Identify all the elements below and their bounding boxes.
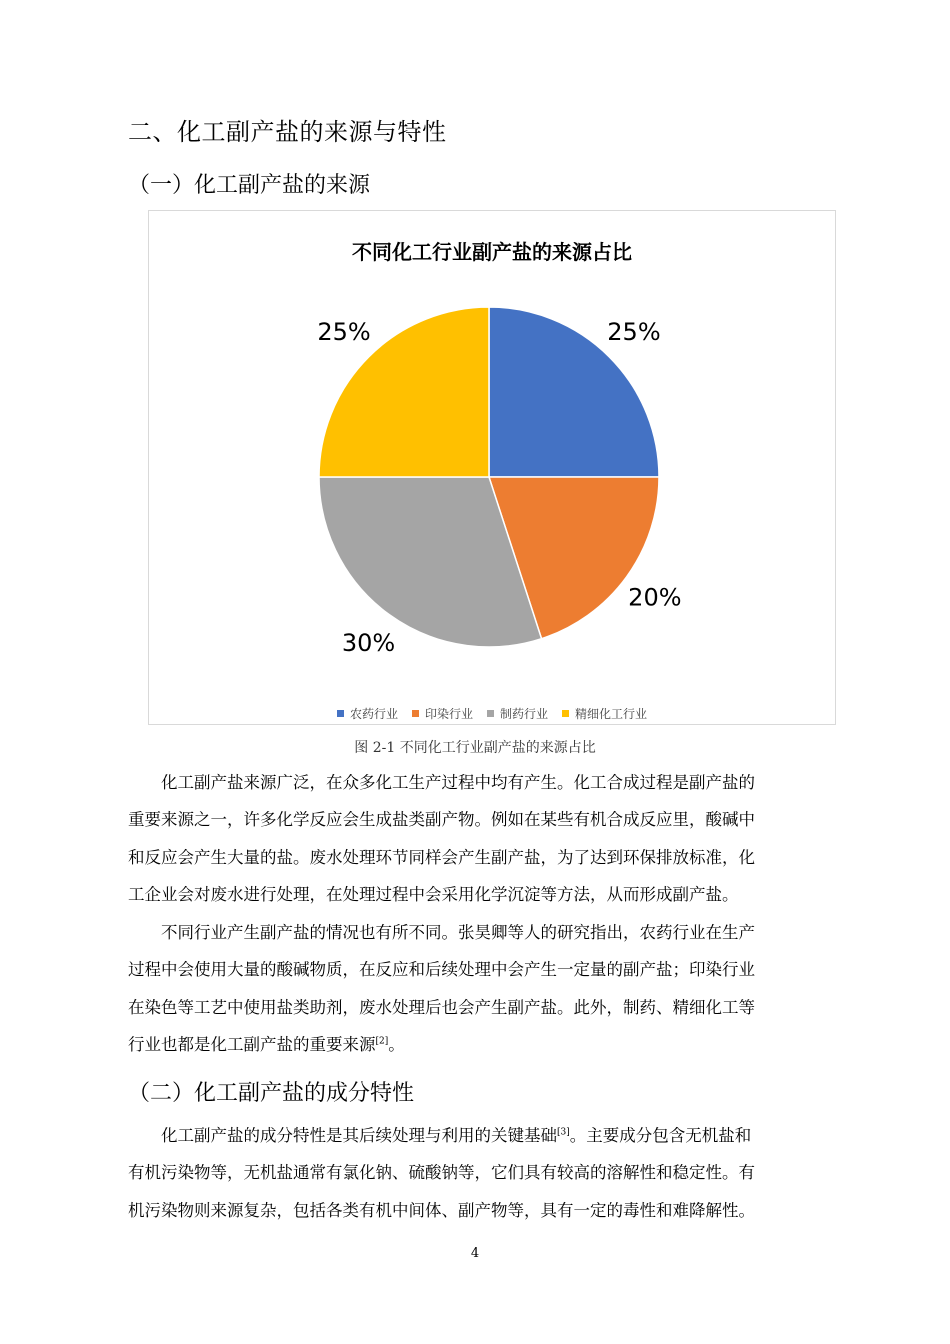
p3-line-2: 有机污染物等，无机盐通常有氯化钠、硫酸钠等，它们具有较高的溶解性和稳定性。有 — [128, 1163, 755, 1183]
paragraph-1 — [128, 764, 858, 914]
p1-line-1: 化工副产盐来源广泛，在众多化工生产过程中均有产生。化工合成过程是副产盐的 — [161, 773, 755, 792]
paragraph-2 — [128, 914, 858, 1064]
chart-title: 不同化工行业副产盐的来源占比 — [352, 240, 632, 264]
section-heading: 二、化工副产盐的来源与特性 — [128, 118, 447, 146]
legend-label-1: 农药行业 — [349, 707, 398, 721]
p2-line-3: 在染色等工艺中使用盐类助剂，废水处理后也会产生副产盐。此外，制药、精细化工等 — [128, 997, 755, 1017]
legend-label-3: 制药行业 — [500, 707, 549, 721]
p2-line-4 — [128, 1026, 858, 1063]
pie-label-3: 30% — [341, 628, 396, 657]
pie-label-2: 20% — [628, 583, 682, 612]
legend-item-2 — [412, 705, 473, 722]
figure-caption: 图 2-1 不同化工行业副产盐的来源占比 — [354, 740, 596, 756]
p1-line-2: 重要来源之一，许多化学反应会生成盐类副产物。例如在某些有机合成反应里，酸碱中 — [128, 810, 755, 830]
page-number: 4 — [470, 1246, 480, 1261]
chart-legend — [149, 705, 835, 722]
legend-item-1 — [337, 705, 398, 722]
p2-line-1: 不同行业产生副产盐的情况也有所不同。张昊卿等人的研究指出，农药行业在生产 — [161, 923, 755, 942]
citation-2: [2] — [375, 1036, 389, 1047]
subsection-heading-composition: （二）化工副产盐的成分特性 — [128, 1081, 415, 1106]
p3-line-1-end: 。主要成分包含无机盐和 — [569, 1126, 752, 1145]
p3-line-3: 机污染物则来源复杂，包括各类有机中间体、副产物等，具有一定的毒性和难降解性。 — [128, 1200, 755, 1220]
legend-item-3 — [487, 705, 548, 722]
subsection-heading-sources: （一）化工副产盐的来源 — [128, 173, 371, 198]
p2-line-4-text: 行业也都是化工副产盐的重要来源 — [128, 1035, 376, 1055]
pie-label-1: 25% — [607, 318, 661, 347]
p3-line-1 — [128, 1117, 858, 1154]
p3-line-1-text: 化工副产盐的成分特性是其后续处理与利用的关键基础 — [161, 1126, 557, 1145]
p1-line-4: 工企业会对废水进行处理，在处理过程中会采用化学沉淀等方法，从而形成副产盐。 — [128, 885, 739, 905]
citation-3: [3] — [557, 1127, 570, 1138]
p2-line-2: 过程中会使用大量的酸碱物质，在反应和后续处理中会产生一定量的副产盐；印染行业 — [128, 960, 755, 980]
legend-label-2: 印染行业 — [424, 707, 473, 721]
legend-label-4: 精细化工行业 — [575, 707, 648, 721]
legend-swatch-3 — [487, 710, 494, 717]
paragraph-3 — [128, 1117, 858, 1229]
legend-swatch-2 — [412, 710, 419, 717]
legend-swatch-1 — [337, 710, 344, 717]
p1-line-3: 和反应会产生大量的盐。废水处理环节同样会产生副产盐，为了达到环保排放标准，化 — [128, 847, 755, 867]
legend-swatch-4 — [562, 710, 569, 717]
pie-chart — [148, 210, 836, 725]
pie-label-4: 25% — [317, 318, 371, 347]
p2-line-4-end: 。 — [388, 1035, 405, 1055]
pie-chart-svg — [149, 211, 835, 724]
legend-item-4 — [562, 705, 647, 722]
